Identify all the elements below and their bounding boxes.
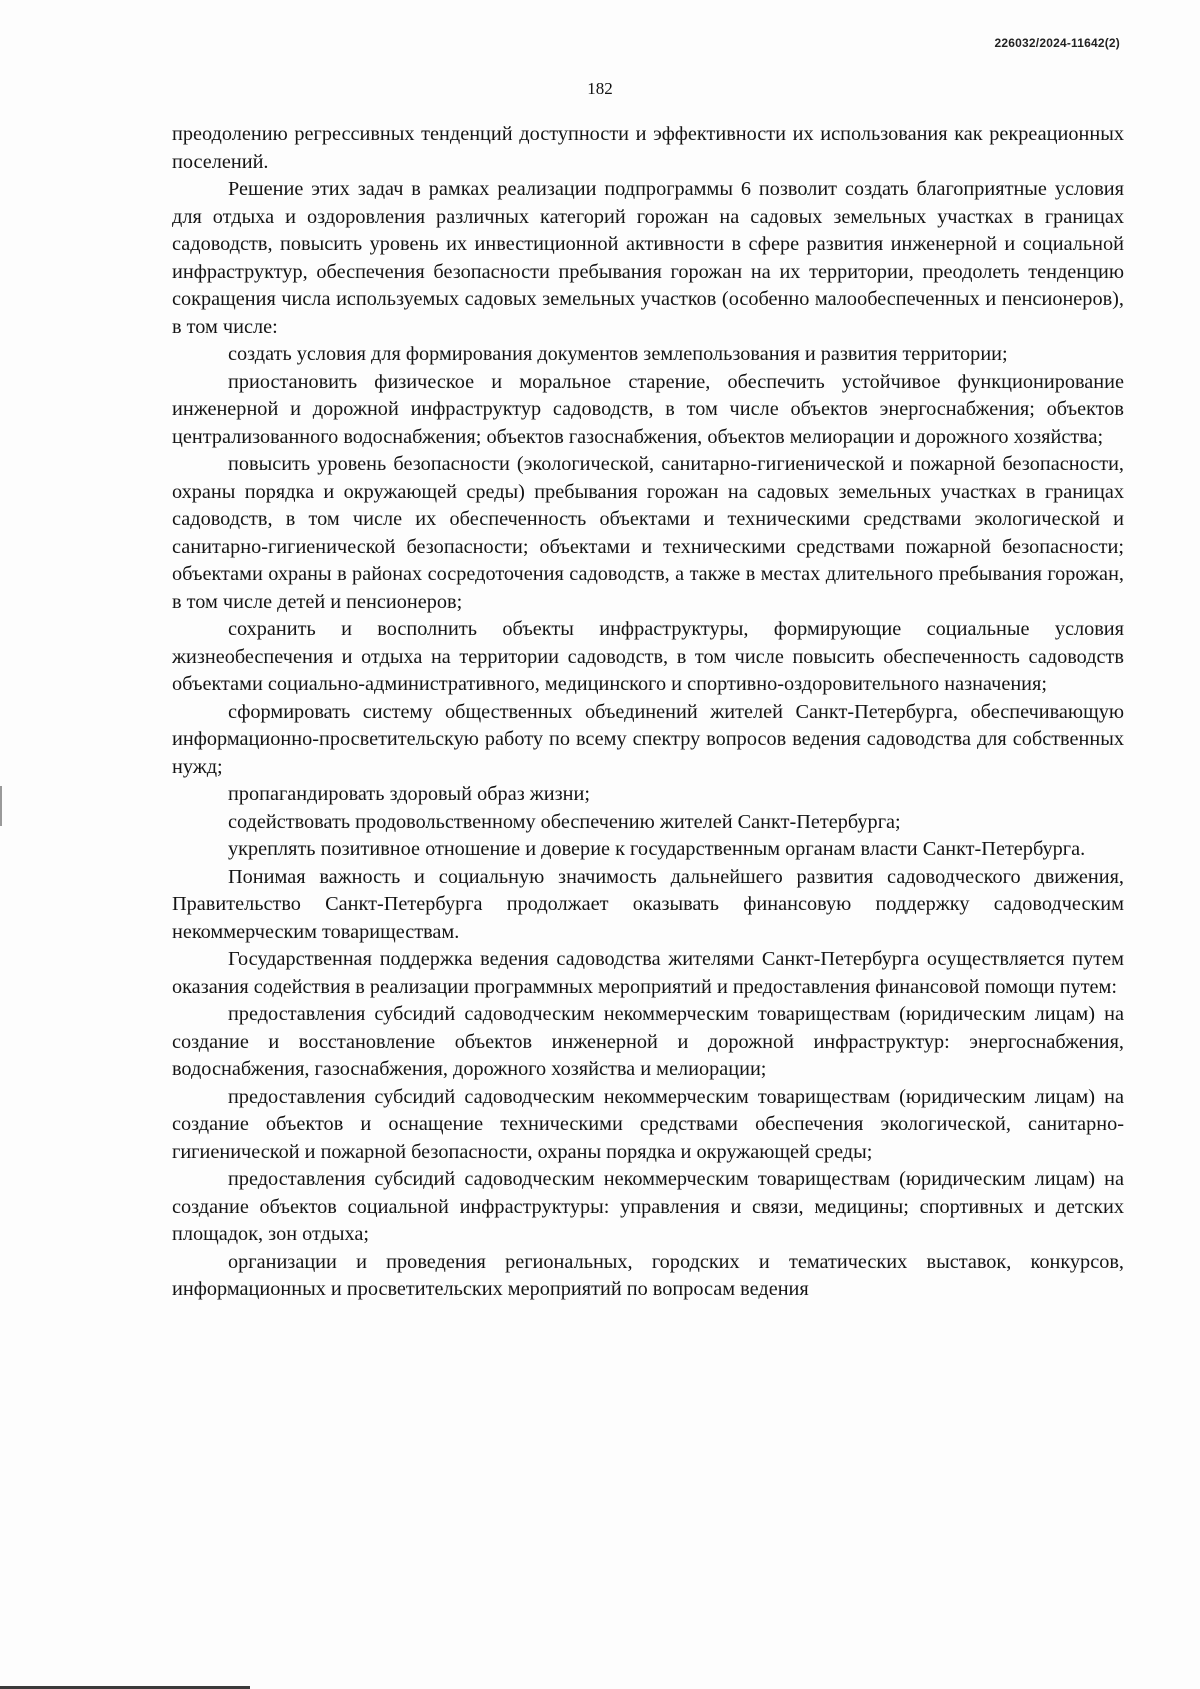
paragraph: укреплять позитивное отношение и доверие к государственным органам власти Санкт-Петербурга. [228, 838, 1086, 860]
paragraph: предоставления субсидий садоводческим некоммерческим товариществам (юридическим лицам) на создание объектов социальной инфраструктуры: управления и связи, медицины; спортивных и детских площадок, зон отдыха; [172, 1168, 1124, 1245]
paragraph: организации и проведения региональных, городских и тематических выставок, конкурсов, информационных и просветительских мероприятий по вопросам ведения [172, 1250, 1124, 1300]
paragraph: Понимая важность и социальную значимость дальнейшего развития садоводческого движения, Правительство Санкт-Петербурга продолжает оказывать финансовую поддержку садоводческим некоммерческим товариществам. [172, 865, 1124, 943]
scan-artifact-left-mark [0, 786, 2, 826]
paragraph: приостановить физическое и моральное старение, обеспечить устойчивое функционирование инженерной и дорожной инфраструктур садоводств, в том числе объектов энергоснабжения; объектов централизованного водоснабжения; объектов газоснабжения, объектов мелиорации и дорожного хозяйства; [172, 370, 1124, 448]
document-body [172, 121, 1124, 1304]
paragraph: предоставления субсидий садоводческим некоммерческим товариществам (юридическим лицам) на создание и восстановление объектов инженерной и дорожной инфраструктур: энергоснабжения, водоснабжения, газоснабжения, дорожного хозяйства и мелиорации; [172, 1003, 1124, 1080]
paragraph: повысить уровень безопасности (экологической, санитарно-гигиенической и пожарной безопасности, охраны порядка и окружающей среды) пребывания горожан на садовых земельных участках в границах садоводств, в том числе их обеспеченность объектами и техническими средствами экологической и санитарно-гигиенической безопасности; объектами и техническими средствами пожарной безопасности; объектами охраны в районах сосредоточения садоводств, а также в местах длительного пребывания горожан, в том числе детей и пенсионеров; [172, 453, 1124, 613]
document-registration-number: 226032/2024-11642(2) [994, 36, 1120, 50]
paragraph: Государственная поддержка ведения садоводства жителями Санкт-Петербурга осуществляется путем оказания содействия в реализации программных мероприятий и предоставления финансовой помощи путем: [172, 948, 1124, 998]
paragraph: преодолению регрессивных тенденций доступности и эффективности их использования как рекреационных поселений. [172, 123, 1124, 173]
paragraph: Решение этих задач в рамках реализации подпрограммы 6 позволит создать благоприятные условия для отдыха и оздоровления различных категорий горожан на садовых земельных участках в границах садоводств, повысить уровень их инвестиционной активности в сфере развития инженерной и социальной инфраструктур, обеспечения безопасности пребывания горожан на их территории, преодолеть тенденцию сокращения числа используемых садовых земельных участков (особенно малообеспеченных и пенсионеров), в том числе: [172, 178, 1124, 338]
paragraph: пропагандировать здоровый образ жизни; [228, 783, 591, 805]
paragraph: сформировать систему общественных объединений жителей Санкт-Петербурга, обеспечивающую информационно-просветительскую работу по всему спектру вопросов ведения садоводства для собственных нужд; [172, 700, 1124, 778]
paragraph: сохранить и восполнить объекты инфраструктуры, формирующие социальные условия жизнеобеспечения и отдыха на территории садоводств, в том числе повысить обеспеченность садоводств объектами социально-административного, медицинского и спортивно-оздоровительного назначения; [172, 618, 1124, 695]
paragraph: предоставления субсидий садоводческим некоммерческим товариществам (юридическим лицам) на создание объектов и оснащение техническими средствами обеспечения экологической, санитарно-гигиенической и пожарной безопасности, охраны порядка и окружающей среды; [172, 1085, 1124, 1163]
paragraph: содействовать продовольственному обеспечению жителей Санкт-Петербурга; [228, 810, 901, 833]
paragraph: создать условия для формирования документов землепользования и развития территории; [228, 343, 1008, 365]
page-number: 182 [587, 79, 613, 98]
